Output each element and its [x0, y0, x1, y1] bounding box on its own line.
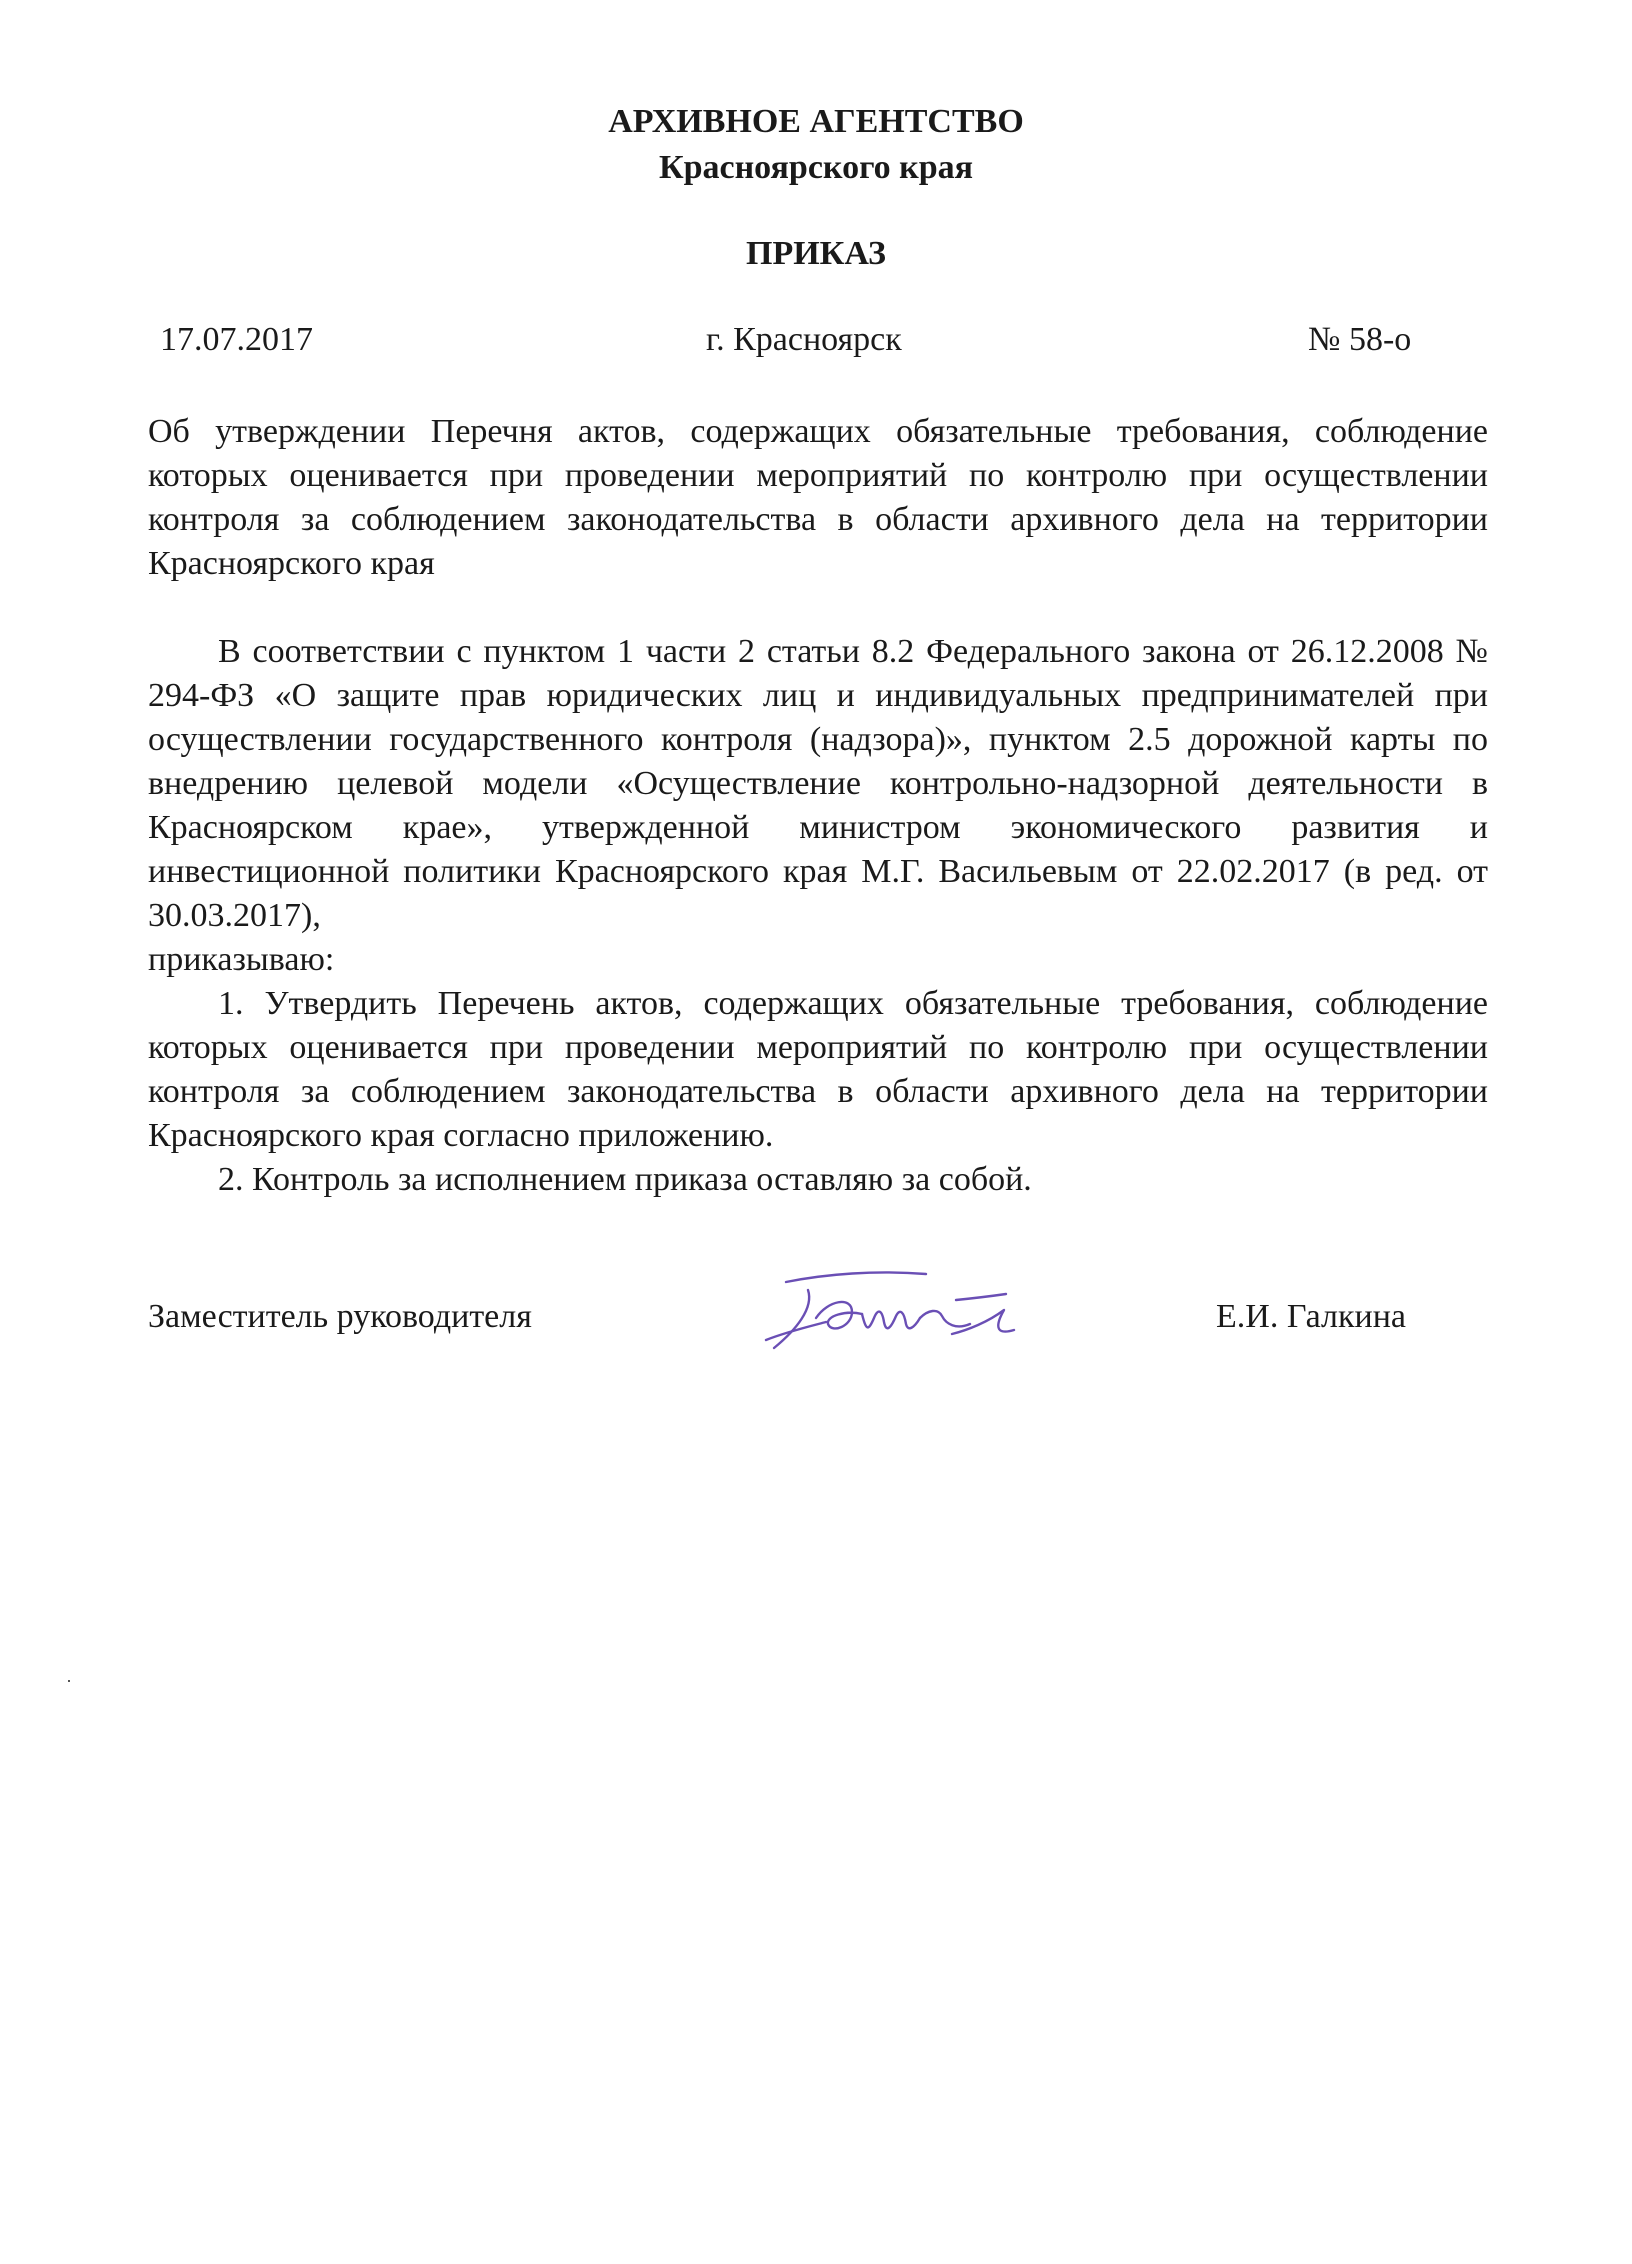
region-name: Красноярского края: [658, 149, 974, 186]
preamble-paragraph: В соответствии с пунктом 1 части 2 статьи 8.2 Федерального закона от 26.12.2008 № 294-ФЗ «О защите прав юридических лиц и индивидуальных предпринимателей при осуществлении государственного контроля (надзора)», пунктом 2.5 дорожной карты по внедрению целевой модели «Осуществление контрольно-надзорной деятельности в Красноярском крае», утвержденной министром экономического развития и инвестиционной политики Красноярского края М.Г. Васильевым от 22.02.2017 (в ред. от 30.03.2017),: [148, 633, 1488, 934]
document-type: ПРИКАЗ: [746, 235, 886, 272]
signer-name: Е.И. Галкина: [1216, 1298, 1406, 1335]
handwritten-signature: [756, 1260, 1026, 1360]
order-item-2: 2. Контроль за исполнением приказа оставляю за собой.: [218, 1161, 1032, 1198]
order-item-1: 1. Утвердить Перечень актов, содержащих обязательные требования, соблюдение которых оценивается при проведении мероприятий по контролю при осуществлении контроля за соблюдением законодательства в области архивного дела на территории Красноярского края согласно приложению.: [148, 985, 1488, 1154]
document-date: 17.07.2017: [160, 321, 313, 358]
document-number: № 58-о: [1308, 321, 1412, 358]
document-title: Об утверждении Перечня актов, содержащих обязательные требования, соблюдение которых оценивается при проведении мероприятий по контролю при осуществлении контроля за соблюдением законодательства в области архивного дела на территории Красноярского края: [148, 413, 1488, 582]
order-word: приказываю:: [148, 941, 335, 978]
signer-position: Заместитель руководителя: [148, 1298, 532, 1335]
document-city: г. Красноярск: [706, 321, 902, 358]
scan-speck: [68, 1680, 70, 1682]
agency-name: АРХИВНОЕ АГЕНТСТВО: [608, 103, 1024, 140]
